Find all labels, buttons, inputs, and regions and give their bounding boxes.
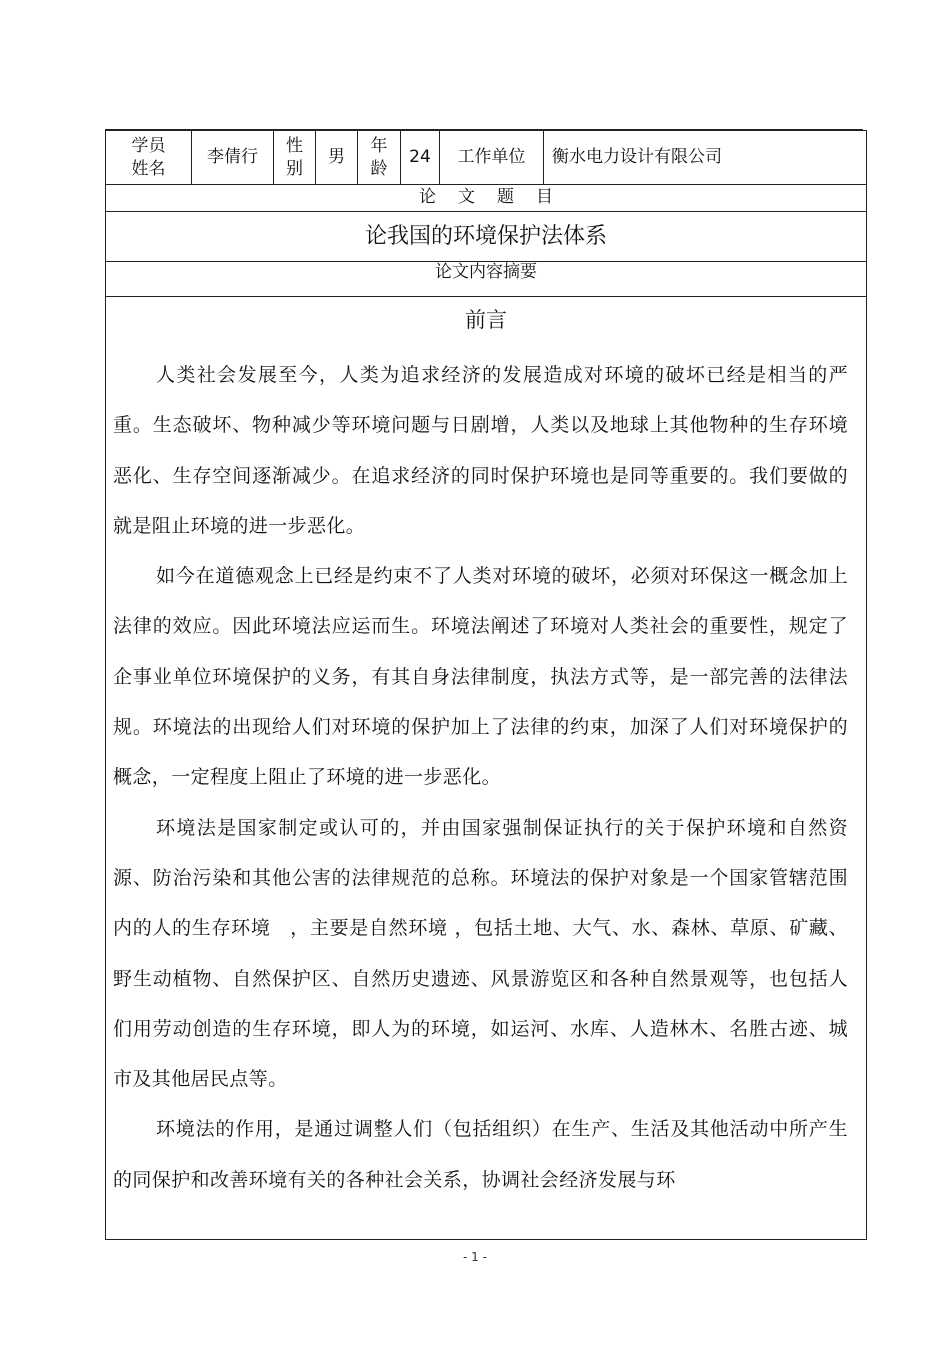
student-name-label [106,131,192,184]
abstract-label: 论文内容摘要 [435,262,537,282]
thesis-title-label: 论文题目 [419,187,575,207]
workplace-label: 工作单位 [440,131,544,184]
section-heading: 前言 [465,308,507,332]
student-name-value: 李倩行 [192,131,274,184]
paragraph: 环境法是国家制定或认可的，并由国家强制保证执行的关于保护环境和自然资源、防治污染和其他公害的法律规范的总称。环境法的保护对象是一个国家管辖范围内的人的生存环境 ，主要是自然环境 ，包括土地、大气、水、森林、草原、矿藏、野生动植物、自然保护区、自然历史遗迹、风景游览区和各种自然景观等，也包括人们用劳动创造的生存环境，即人为的环境，如运河、水库、人造林木、名胜古迹、城市及其他居民点等。 [113,816,848,1091]
gender-label-line1: 性 [286,135,303,156]
age-value: 24 [401,131,440,184]
abstract-body [113,350,848,1205]
age-label-line2: 龄 [370,158,388,179]
paragraph: 环境法的作用，是通过调整人们（包括组织）在生产、生活及其他活动中所产生的同保护和改善环境有关的各种社会关系，协调社会经济发展与环 [113,1118,848,1191]
thesis-title: 论我国的环境保护法体系 [364,224,607,249]
gender-label [274,131,316,184]
paragraph: 人类社会发展至今，人类为追求经济的发展造成对环境的破坏已经是相当的严重。生态破坏、物种减少等环境问题与日剧增，人类以及地球上其他物种的生存环境恶化、生存空间逐渐减少。在追求经济的同时保护环境也是同等重要的。我们要做的就是阻止环境的进一步恶化。 [113,364,848,537]
student-info-row [106,131,866,185]
page-number: - 1 - [463,1250,487,1264]
paragraph: 如今在道德观念上已经是约束不了人类对环境的破坏，必须对环保这一概念加上法律的效应。因此环境法应运而生。环境法阐述了环境对人类社会的重要性，规定了企事业单位环境保护的义务，有其自身法律制度，执法方式等，是一部完善的法律法规。环境法的出现给人们对环境的保护加上了法律的约束，加深了人们对环境保护的概念，一定程度上阻止了环境的进一步恶化。 [113,565,848,789]
thesis-form [105,130,867,1240]
workplace-value: 衡水电力设计有限公司 [552,147,722,167]
student-label-line1: 学员 [131,135,166,156]
gender-label-line2: 别 [286,158,303,179]
divider [106,296,866,297]
age-label-line1: 年 [370,135,388,156]
gender-value: 男 [316,131,358,184]
age-label [358,131,401,184]
student-label-line2: 姓名 [131,158,166,179]
